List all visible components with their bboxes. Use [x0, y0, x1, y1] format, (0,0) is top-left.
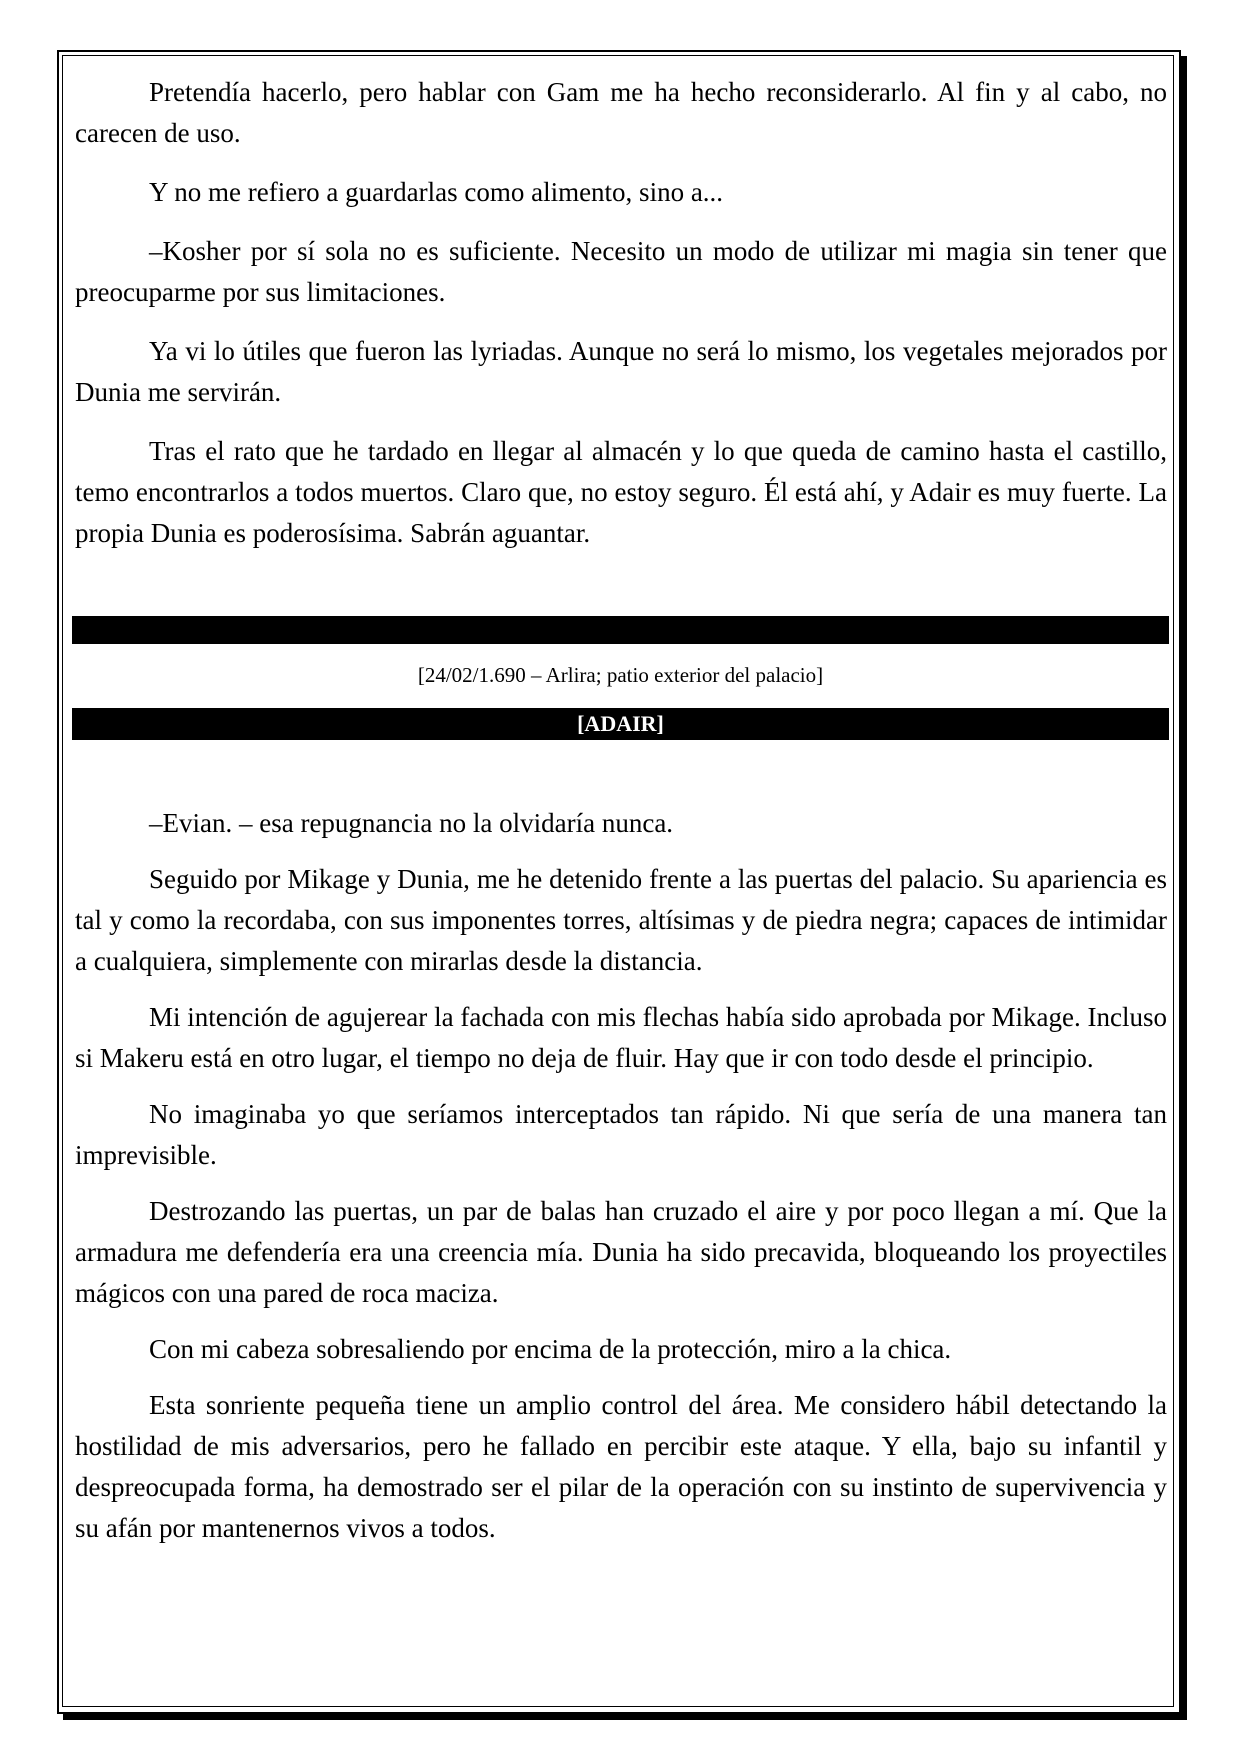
scene-divider-bar [72, 616, 1169, 644]
paragraph: Pretendía hacerlo, pero hablar con Gam me ha hecho reconsiderarlo. Al fin y al cabo, no carecen de uso. [75, 77, 1167, 148]
scene-location: [24/02/1.690 – Arlira; patio exterior del palacio] [417, 663, 824, 687]
speaker-banner: [ADAIR] [72, 708, 1169, 740]
section-2-text [75, 803, 1167, 1564]
paragraph: –Evian. – esa repugnancia no la olvidaría nunca. [149, 808, 674, 838]
paragraph: Tras el rato que he tardado en llegar al almacén y lo que queda de camino hasta el castillo, temo encontrarlos a todos muertos. Claro que, no estoy seguro. Él está ahí, y Adair es muy fuerte. La propia Dunia es poderosísima. Sabrán aguantar. [75, 436, 1167, 548]
paragraph: No imaginaba yo que seríamos interceptados tan rápido. Ni que sería de una manera tan imprevisible. [75, 1099, 1167, 1170]
paragraph: Ya vi lo útiles que fueron las lyriadas. Aunque no será lo mismo, los vegetales mejorados por Dunia me servirán. [75, 336, 1167, 407]
paragraph: Y no me refiero a guardarlas como alimento, sino a... [149, 177, 724, 207]
paragraph: Destrozando las puertas, un par de balas han cruzado el aire y por poco llegan a mí. Que la armadura me defendería era una creencia mía. Dunia ha sido precavida, bloqueando los proyectiles mágicos con una pared de roca maciza. [75, 1196, 1167, 1308]
paragraph: –Kosher por sí sola no es suficiente. Necesito un modo de utilizar mi magia sin tener que preocuparme por sus limitaciones. [75, 236, 1167, 307]
paragraph: Esta sonriente pequeña tiene un amplio control del área. Me considero hábil detectando la hostilidad de mis adversarios, pero he fallado en percibir este ataque. Y ella, bajo su infantil y despreocupada forma, ha demostrado ser el pilar de la operación con su instinto de supervivencia y su afán por mantenernos vivos a todos. [75, 1390, 1167, 1543]
paragraph: Seguido por Mikage y Dunia, me he detenido frente a las puertas del palacio. Su apariencia es tal y como la recordaba, con sus imponentes torres, altísimas y de piedra negra; capaces de intimidar a cualquiera, simplemente con mirarlas desde la distancia. [75, 864, 1167, 976]
section-1-text [75, 72, 1167, 572]
paragraph: Con mi cabeza sobresaliendo por encima de la protección, miro a la chica. [149, 1334, 952, 1364]
paragraph: Mi intención de agujerear la fachada con mis flechas había sido aprobada por Mikage. Incluso si Makeru está en otro lugar, el tiempo no deja de fluir. Hay que ir con todo desde el principio. [75, 1002, 1167, 1073]
